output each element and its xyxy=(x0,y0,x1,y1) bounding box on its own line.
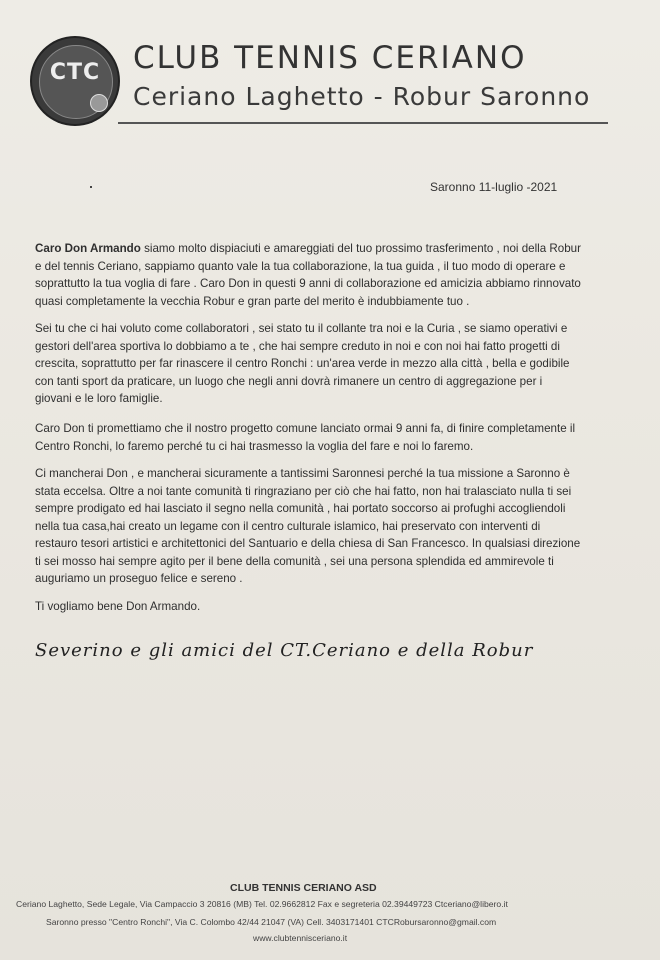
footer-title: CLUB TENNIS CERIANO ASD xyxy=(230,882,377,894)
paragraph-line: Sei tu che ci hai voluto come collaboratori , sei stato tu il collante tra noi e la Curia , se siamo operativi e xyxy=(35,322,568,335)
paragraph-line: e del tennis Ceriano, sappiamo quanto vale la tua collaborazione, la tua guida , il tuo modo di operare e xyxy=(35,259,566,273)
paragraph-line: crescita, soprattutto per far rinascere il centro Ronchi : un'area verde in mezzo alla città , bella e godibile xyxy=(35,357,570,370)
paragraph-line: ti sei mosso hai sempre agito per il bene della comunità , sei una persona splendida ed ammirevole ti xyxy=(35,554,554,568)
greeting: Caro Don Armando xyxy=(35,242,141,255)
footer-website: www.clubtennisceriano.it xyxy=(253,933,348,943)
footer-address-line-1: Ceriano Laghetto, Sede Legale, Via Campaccio 3 20816 (MB) Tel. 02.9662812 Fax e segreteria 02.39449723 Ctceriano@libero.it xyxy=(16,899,508,909)
club-title: CLUB TENNIS CERIANO xyxy=(133,40,527,76)
paragraph-line: nella tua casa,hai creato un legame con il centro culturale islamico, hai preservato con interventi di xyxy=(35,519,541,533)
paragraph-line: con tanti sport da praticare, un luogo che negli anni dovrà rimanere un centro di aggregazione per i xyxy=(35,374,543,388)
club-logo xyxy=(32,38,118,124)
paragraph-line xyxy=(35,240,615,258)
paragraph-line: auguriamo un proseguo felice e sereno . xyxy=(35,572,243,585)
paragraph-line: stata eccelsa. Oltre a noi tante comunità ti ringraziano per ciò che hai fatto, non hai tralasciato nulla ti sei xyxy=(35,484,572,498)
paragraph-line: giovani e le loro famiglie. xyxy=(35,392,163,405)
logo-text: CTC xyxy=(49,60,101,85)
handwritten-signature: Severino e gli amici del CT.Ceriano e della Robur xyxy=(35,640,534,661)
paragraph-text: siamo molto dispiaciuti e amareggiati del tuo prossimo trasferimento , noi della Robur xyxy=(140,242,581,255)
header-divider xyxy=(118,122,608,124)
ink-dot xyxy=(90,186,92,188)
paragraph-line: gestori dell'area sportiva lo dobbiamo a te , che hai sempre creduto in noi e con noi hai fatto progetti di xyxy=(35,339,560,353)
paragraph-line: restauro tesori artistici e architettonici del Santuario e della chiesa di San Francesco. In qualsiasi direzione xyxy=(35,537,581,550)
paragraph-line: Ci mancherai Don , e mancherai sicuramente a tantissimi Saronnesi perché la tua missione a Saronno è xyxy=(35,467,570,480)
paragraph-line: Centro Ronchi, lo faremo perché tu ci hai trasmesso la voglia del fare e noi lo faremo. xyxy=(35,439,474,453)
paragraph-line: sempre prodigato ed hai lasciato il segno nella comunità , hai portato soccorso ai profughi accogliendoli xyxy=(35,502,566,515)
footer-address-line-2: Saronno presso "Centro Ronchi", Via C. Colombo 42/44 21047 (VA) Cell. 3403171401 CTCRobursaronno@gmail.com xyxy=(46,917,497,927)
paragraph-line: quasi completamente la vecchia Robur e gran parte del merito è indubbiamente tuo . xyxy=(35,294,470,308)
paragraph-line: Caro Don ti promettiamo che il nostro progetto comune lanciato ormai 9 anni fa, di finire completamente il xyxy=(35,422,576,435)
paragraph-4 xyxy=(35,465,615,588)
closing-line: Ti vogliamo bene Don Armando. xyxy=(35,600,201,613)
paragraph-2 xyxy=(35,320,615,408)
letter-date: Saronno 11-luglio -2021 xyxy=(430,180,558,194)
paragraph-3 xyxy=(35,420,615,455)
tennis-ball-icon xyxy=(90,94,108,112)
paragraph-1 xyxy=(35,240,615,310)
paragraph-line: soprattutto la tua voglia di fare . Caro Don in questi 9 anni di collaborazione ed amicizia abbiamo rinnovato xyxy=(35,277,581,290)
club-subtitle: Ceriano Laghetto - Robur Saronno xyxy=(133,82,591,111)
